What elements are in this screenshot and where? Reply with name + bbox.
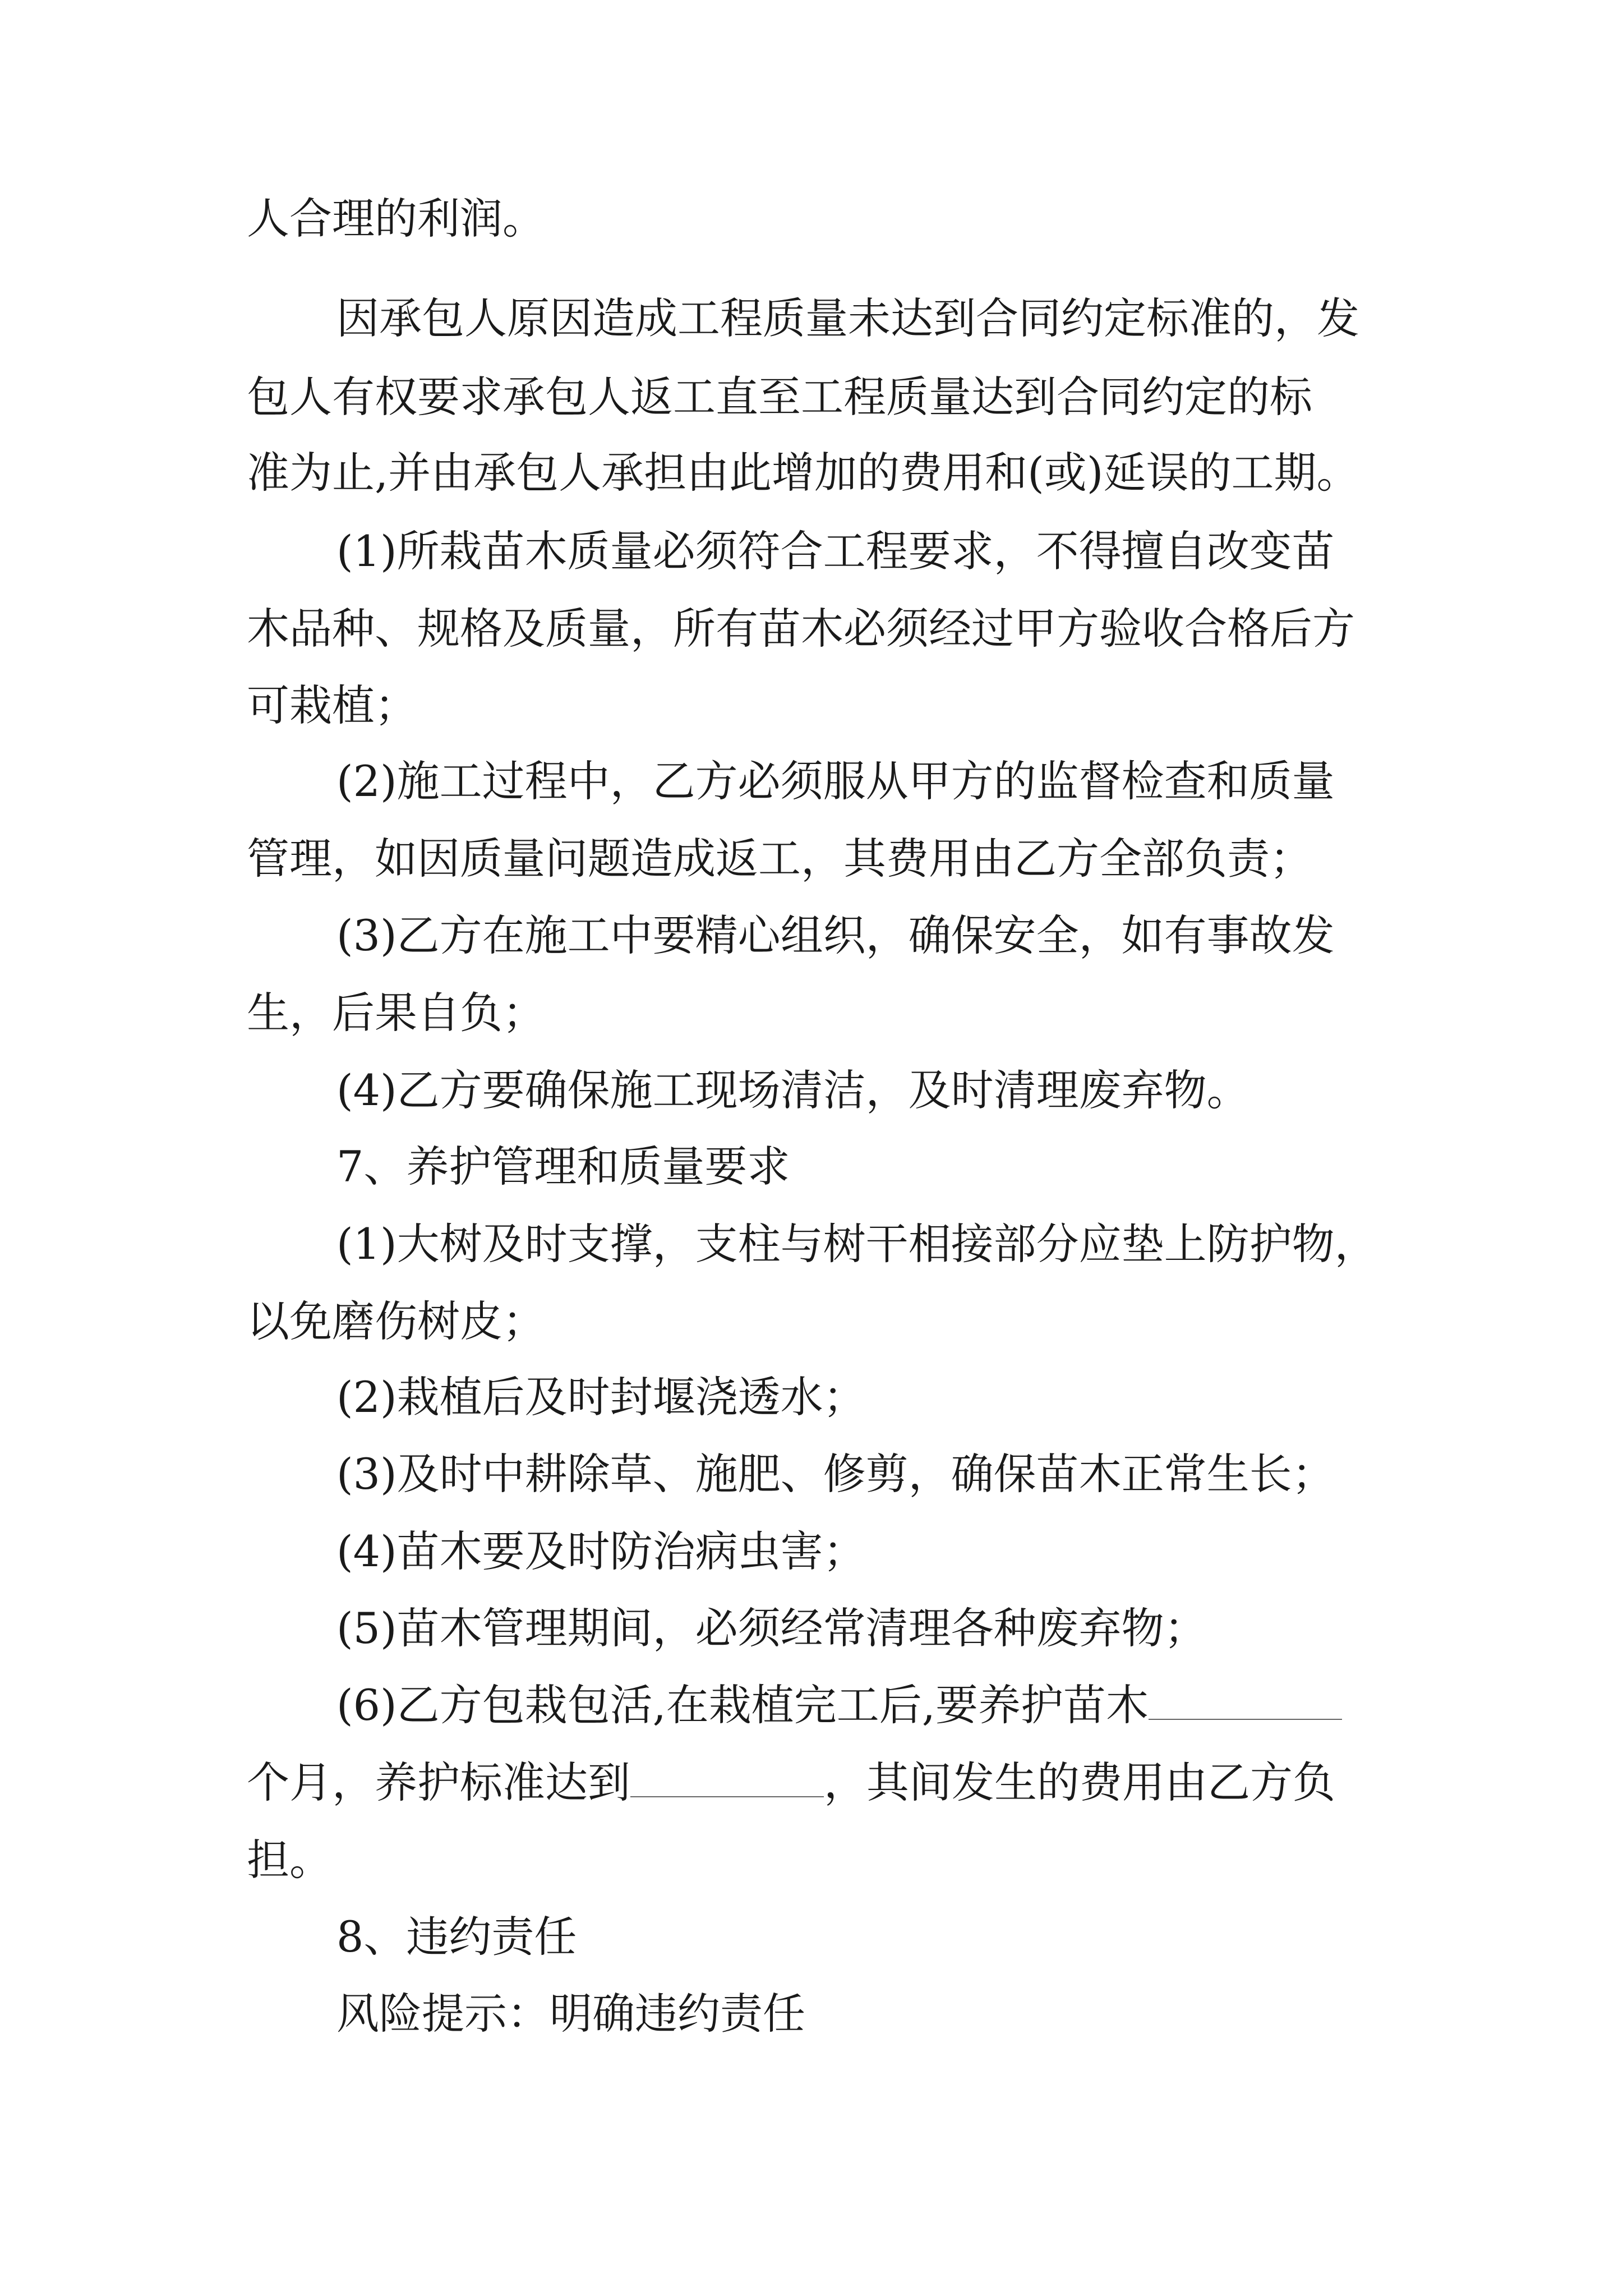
care-6-text-part-1: 个月，养护标准达到 xyxy=(247,1757,630,1807)
care-5-line: (5)苗木管理期间，必须经常清理各种废弃物； xyxy=(336,1603,1207,1653)
paragraph-line-2: 因承包人原因造成工程质量未达到合同约定标准的，发 xyxy=(336,293,1359,343)
care-6-text: (6)乙方包栽包活,在栽植完工后,要养护苗木 xyxy=(336,1680,1149,1730)
care-1-line-1: (1)大树及时支撑，支柱与树干相接部分应垫上防护物， xyxy=(336,1219,1377,1269)
clause-3-line-2: 生，后果自负； xyxy=(247,988,545,1038)
clause-2-line-2: 管理，如因质量问题造成返工，其费用由乙方全部负责； xyxy=(247,834,1312,884)
care-6-line-3: 担。 xyxy=(247,1835,332,1885)
care-3-line: (3)及时中耕除草、施肥、修剪，确保苗木正常生长； xyxy=(336,1449,1335,1499)
care-1-line-2: 以免磨伤树皮； xyxy=(247,1296,545,1346)
clause-1-line-2: 木品种、规格及质量，所有苗木必须经过甲方验收合格后方 xyxy=(247,604,1355,654)
care-6-line-2 xyxy=(247,1757,1335,1807)
clause-3-line-1: (3)乙方在施工中要精心组织，确保安全，如有事故发 xyxy=(336,910,1335,960)
care-6-text-part-2: ，其间发生的费用由乙方负 xyxy=(824,1757,1335,1807)
paragraph-line-4: 准为止,并由承包人承担由此增加的费用和(或)延误的工期。 xyxy=(247,448,1359,498)
section-7-heading: 7、养护管理和质量要求 xyxy=(336,1142,790,1191)
care-4-line: (4)苗木要及时防治病虫害； xyxy=(336,1526,866,1576)
care-6-line-1 xyxy=(336,1680,1342,1730)
paragraph-line-1: 人合理的利润。 xyxy=(247,194,545,243)
clause-1-line-1: (1)所栽苗木质量必须符合工程要求，不得擅自改变苗 xyxy=(336,526,1335,576)
clause-1-line-3: 可栽植； xyxy=(247,680,417,730)
paragraph-line-3: 包人有权要求承包人返工直至工程质量达到合同约定的标 xyxy=(247,372,1312,422)
risk-note: 风险提示：明确违约责任 xyxy=(336,1989,805,2039)
care-2-line: (2)栽植后及时封堰浇透水； xyxy=(336,1372,866,1422)
maintenance-months-blank[interactable] xyxy=(1149,1686,1342,1720)
section-8-heading: 8、违约责任 xyxy=(336,1912,577,1962)
clause-4-line: (4)乙方要确保施工现场清洁，及时清理废弃物。 xyxy=(336,1065,1249,1115)
maintenance-standard-blank[interactable] xyxy=(630,1764,824,1797)
clause-2-line-1: (2)施工过程中，乙方必须服从甲方的监督检查和质量 xyxy=(336,756,1335,806)
